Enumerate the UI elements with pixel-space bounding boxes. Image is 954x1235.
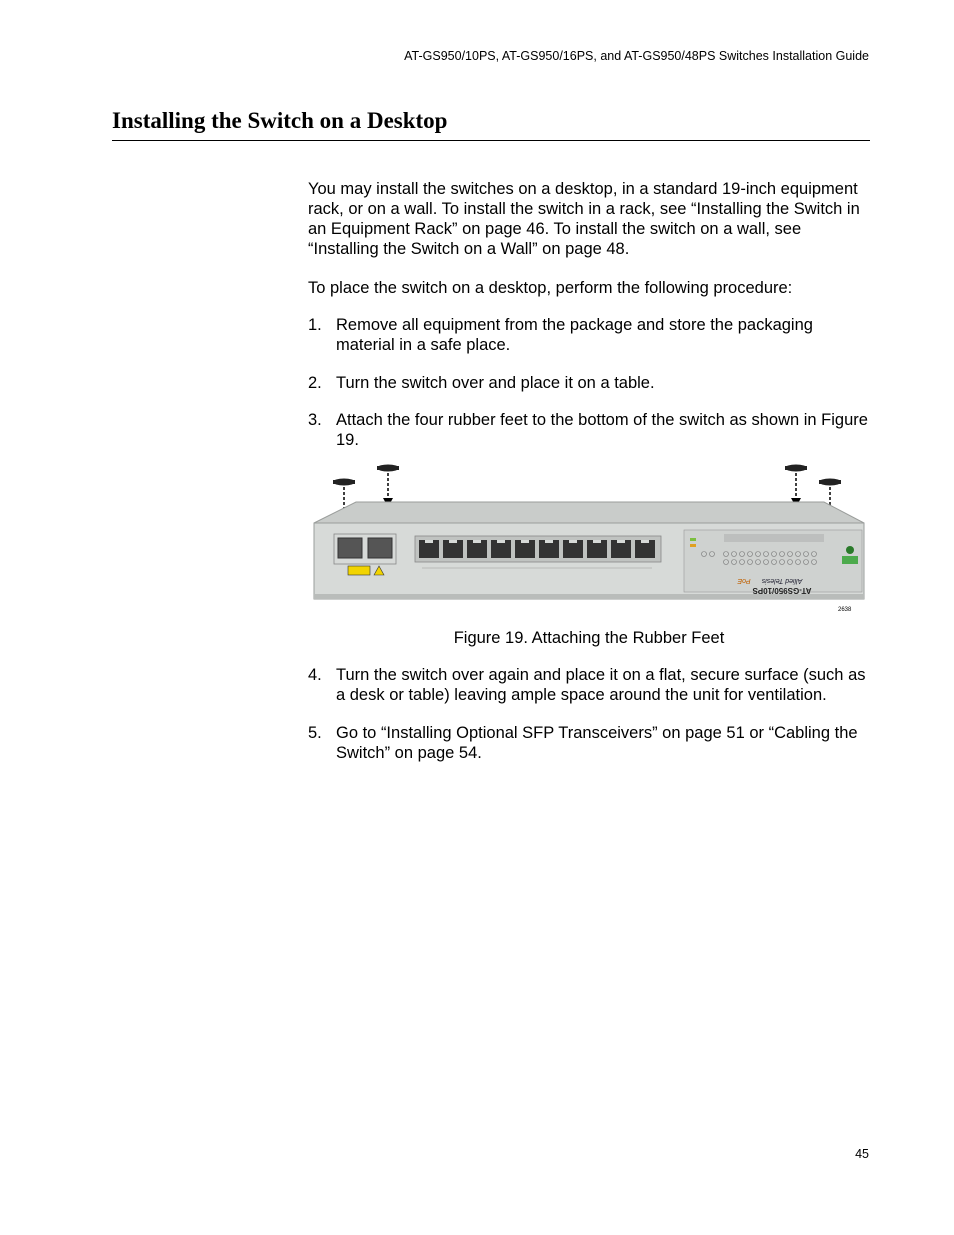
model-label: AT-GS950/10PS — [752, 586, 812, 595]
step-number: 5. — [308, 724, 322, 742]
figure-rubber-feet — [312, 462, 868, 618]
step-number: 3. — [308, 411, 322, 429]
switch-illustration — [312, 462, 868, 618]
step-text: Turn the switch over again and place it on a flat, secure surface (such as a desk or table) leaving ample space around the unit for ventilation. — [336, 666, 866, 704]
step-text: Attach the four rubber feet to the bottom of the switch as shown in Figure 19. — [336, 411, 868, 449]
section-title: Installing the Switch on a Desktop — [112, 108, 448, 133]
figure-id-label: 2638 — [838, 607, 852, 613]
rubber-foot-left-2 — [377, 465, 399, 508]
procedure-intro: To place the switch on a desktop, perform the following procedure: — [308, 279, 793, 297]
rubber-foot-right-1 — [785, 465, 807, 508]
title-rule — [112, 140, 870, 141]
step-number: 2. — [308, 374, 322, 392]
poe-label: PoE — [737, 577, 751, 584]
chassis-top — [314, 502, 864, 523]
step-text: Turn the switch over and place it on a table. — [336, 374, 655, 392]
brand-label: Allied Telesis — [761, 577, 803, 584]
step-text: Go to “Installing Optional SFP Transceivers” on page 51 or “Cabling the Switch” on page 54. — [336, 724, 858, 762]
step-number: 4. — [308, 666, 322, 684]
step-text: Remove all equipment from the package and store the packaging material in a safe place. — [336, 316, 813, 354]
running-header: AT-GS950/10PS, AT-GS950/16PS, and AT-GS950/48PS Switches Installation Guide — [404, 49, 869, 63]
intro-paragraph: You may install the switches on a desktop, in a standard 19-inch equipment rack, or on a wall. To install the switch in a rack, see “Installing the Switch in an Equipment Rack” on page 46. To install the switch on a wall, see “Installing the Switch on a Wall” on page 48. — [308, 180, 860, 258]
figure-caption: Figure 19. Attaching the Rubber Feet — [453, 629, 725, 647]
step-number: 1. — [308, 316, 322, 334]
page-number: 45 — [855, 1147, 869, 1161]
